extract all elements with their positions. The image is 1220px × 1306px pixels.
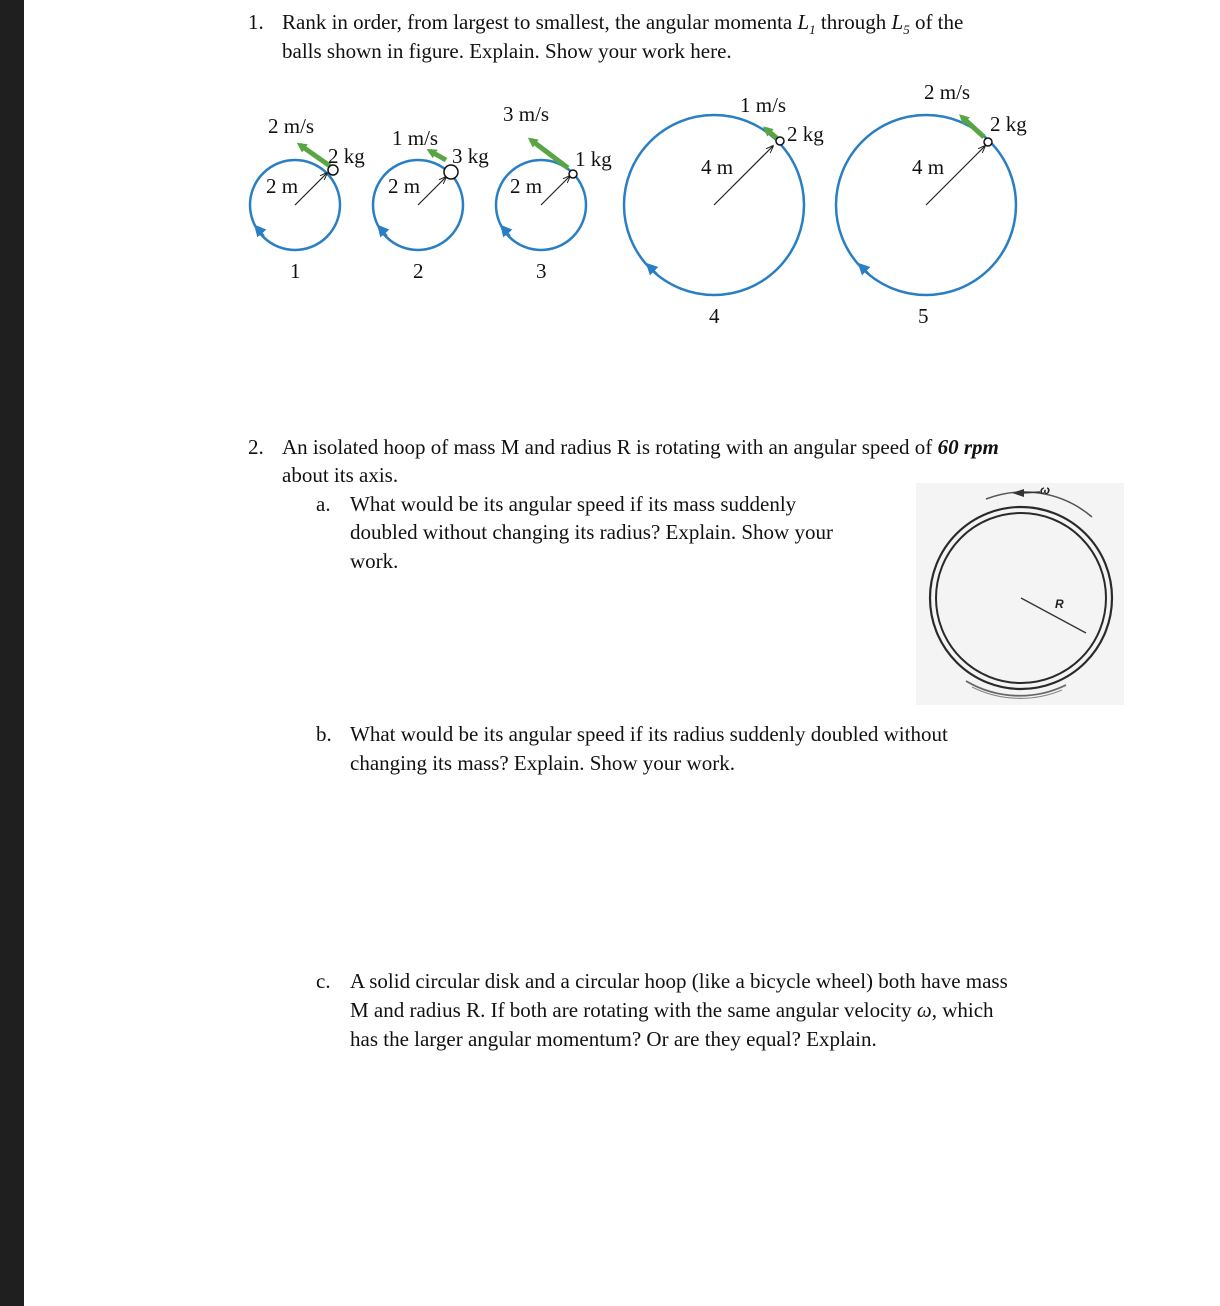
velocity-arrow-5 xyxy=(962,117,984,137)
ball-number-5: 5 xyxy=(918,304,929,328)
hoop-figure-background xyxy=(916,483,1124,705)
ball-4 xyxy=(776,137,784,145)
hoop-figure xyxy=(916,483,1124,705)
q2c-line1: A solid circular disk and a circular hoop (like a bicycle wheel) both have mass xyxy=(350,969,1008,993)
mass-label-5: 2 kg xyxy=(990,112,1027,136)
q1-number: 1. xyxy=(248,10,264,34)
radius-line-3 xyxy=(541,176,570,205)
q2-text-line2: about its axis. xyxy=(282,463,399,487)
velocity-arrow-3 xyxy=(531,140,568,168)
radius-label-2: 2 m xyxy=(388,174,421,198)
mass-label-2: 3 kg xyxy=(452,144,489,168)
q2c-line2: M and radius R. If both are rotating with the same angular velocity ω, which xyxy=(350,998,994,1022)
ball-5 xyxy=(984,138,992,146)
radius-label-1: 2 m xyxy=(266,174,299,198)
speed-label-5: 2 m/s xyxy=(924,80,971,104)
radius-line-2 xyxy=(418,177,446,205)
radius-label-5: 4 m xyxy=(912,155,945,179)
q2a-line3: work. xyxy=(350,549,399,573)
mass-label-4: 2 kg xyxy=(787,122,824,146)
q2a-line1: What would be its angular speed if its mass suddenly xyxy=(350,492,797,516)
ball-number-3: 3 xyxy=(536,259,547,283)
q2b-label: b. xyxy=(316,722,332,746)
q2c-label: c. xyxy=(316,969,331,993)
q1-text-line2: balls shown in figure. Explain. Show your work here. xyxy=(282,39,732,63)
rotation-arrow-stem xyxy=(1022,492,1040,493)
radius-R-label: R xyxy=(1055,597,1064,611)
speed-label-4: 1 m/s xyxy=(740,93,787,117)
ball-system-2 xyxy=(373,126,489,283)
ball-3 xyxy=(569,170,577,178)
q2a-line2: doubled without changing its radius? Explain. Show your xyxy=(350,520,833,544)
omega-label: ω xyxy=(1040,483,1051,497)
velocity-arrow-2 xyxy=(430,151,446,160)
ball-system-1 xyxy=(250,114,365,283)
ball-system-5 xyxy=(836,80,1027,328)
mass-label-3: 1 kg xyxy=(575,147,612,171)
mass-label-1: 2 kg xyxy=(328,144,365,168)
speed-label-1: 2 m/s xyxy=(268,114,315,138)
ball-number-4: 4 xyxy=(709,304,720,328)
speed-label-3: 3 m/s xyxy=(503,102,550,126)
ball-system-3 xyxy=(496,102,612,283)
ball-number-2: 2 xyxy=(413,259,424,283)
q2b-line1: What would be its angular speed if its radius suddenly doubled without xyxy=(350,722,948,746)
radius-line-1 xyxy=(295,173,327,205)
q2-number: 2. xyxy=(248,435,264,459)
q2b-line2: changing its mass? Explain. Show your work. xyxy=(350,751,735,775)
ball-number-1: 1 xyxy=(290,259,301,283)
q2-text-line1: An isolated hoop of mass M and radius R is rotating with an angular speed of 60 rpm xyxy=(282,435,999,459)
ball-system-4 xyxy=(624,93,824,328)
velocity-arrow-1 xyxy=(300,145,330,166)
radius-label-3: 2 m xyxy=(510,174,543,198)
angular-momenta-figure xyxy=(0,0,1220,340)
q2c-line3: has the larger angular momentum? Or are they equal? Explain. xyxy=(350,1027,877,1051)
q2a-label: a. xyxy=(316,492,331,516)
q1-text-line1: Rank in order, from largest to smallest, the angular momenta $L_1$ through $L_5$ of the xyxy=(282,10,964,38)
speed-label-2: 1 m/s xyxy=(392,126,439,150)
radius-label-4: 4 m xyxy=(701,155,734,179)
